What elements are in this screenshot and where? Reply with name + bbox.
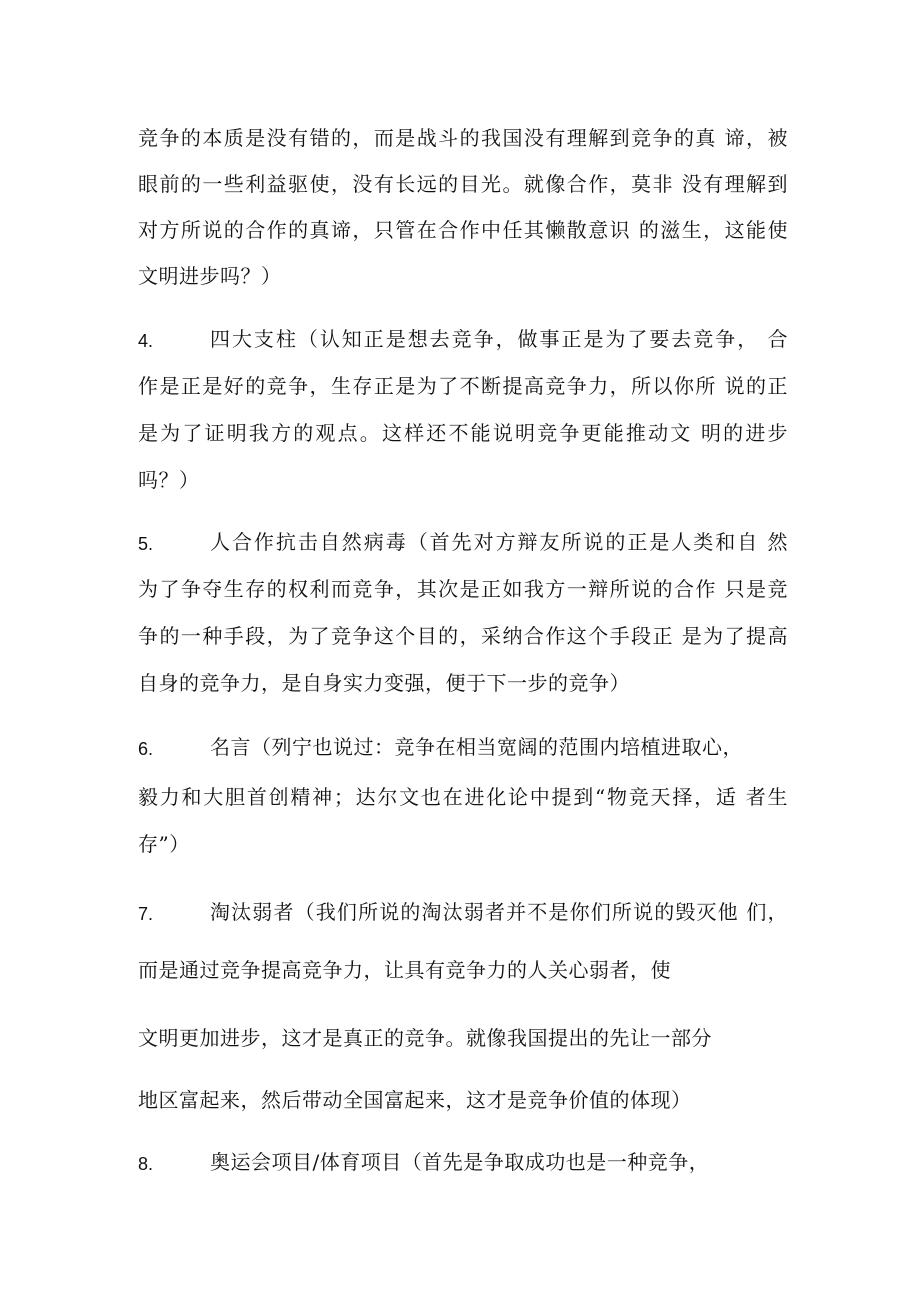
item-number: 7. bbox=[138, 904, 154, 924]
item-line: 为了争夺生存的权利而竞争，其次是正如我方一辩所说的合作 只是竞 bbox=[138, 577, 788, 601]
item-line: 争的一种手段，为了竞争这个目的，采纳合作这个手段正 是为了提高 bbox=[138, 624, 788, 648]
item-number: 4. bbox=[138, 331, 154, 351]
item-line: 文明更加进步，这才是真正的竞争。就像我国提出的先让一部分 bbox=[138, 1026, 712, 1050]
item-line: 名言（列宁也说过：竞争在相当宽阔的范围内培植进取心， bbox=[210, 735, 743, 759]
item-line: 毅力和大胆首创精神；达尔文也在进化论中提到“物竞天择，适 者生 bbox=[138, 785, 788, 809]
item-number: 8. bbox=[138, 1154, 154, 1174]
paragraph-line: 眼前的一些利益驱使，没有长远的目光。就像合作，莫非 没有理解到 bbox=[138, 172, 788, 196]
item-line: 地区富起来，然后带动全国富起来，这才是竞争价值的体现） bbox=[138, 1088, 692, 1112]
item-line: 而是通过竞争提高竞争力，让具有竞争力的人关心弱者，使 bbox=[138, 958, 671, 982]
item-number: 5. bbox=[138, 534, 154, 554]
item-line: 淘汰弱者（我们所说的淘汰弱者并不是你们所说的毁灭他 们， bbox=[210, 900, 788, 924]
paragraph-line: 对方所说的合作的真谛，只管在合作中任其懒散意识 的滋生，这能使 bbox=[138, 218, 788, 242]
item-line: 人合作抗击自然病毒（首先对方辩友所说的正是人类和自 然 bbox=[210, 530, 788, 554]
paragraph-line: 竞争的本质是没有错的，而是战斗的我国没有理解到竞争的真 谛，被 bbox=[138, 126, 788, 150]
item-line: 作是正是好的竞争，生存正是为了不断提高竞争力，所以你所 说的正 bbox=[138, 374, 788, 398]
item-line: 四大支柱（认知正是想去竞争，做事正是为了要去竞争， 合 bbox=[210, 327, 788, 351]
item-line: 是为了证明我方的观点。这样还不能说明竞争更能推动文 明的进步 bbox=[138, 421, 788, 445]
item-line: 存”） bbox=[138, 832, 190, 856]
item-line: 奥运会项目/体育项目（首先是争取成功也是一种竞争， bbox=[210, 1150, 710, 1174]
paragraph-line: 文明进步吗？） bbox=[138, 264, 282, 288]
item-number: 6. bbox=[138, 739, 154, 759]
item-line: 吗？） bbox=[138, 468, 200, 492]
item-line: 自身的竞争力，是自身实力变强，便于下一步的竞争） bbox=[138, 671, 630, 695]
